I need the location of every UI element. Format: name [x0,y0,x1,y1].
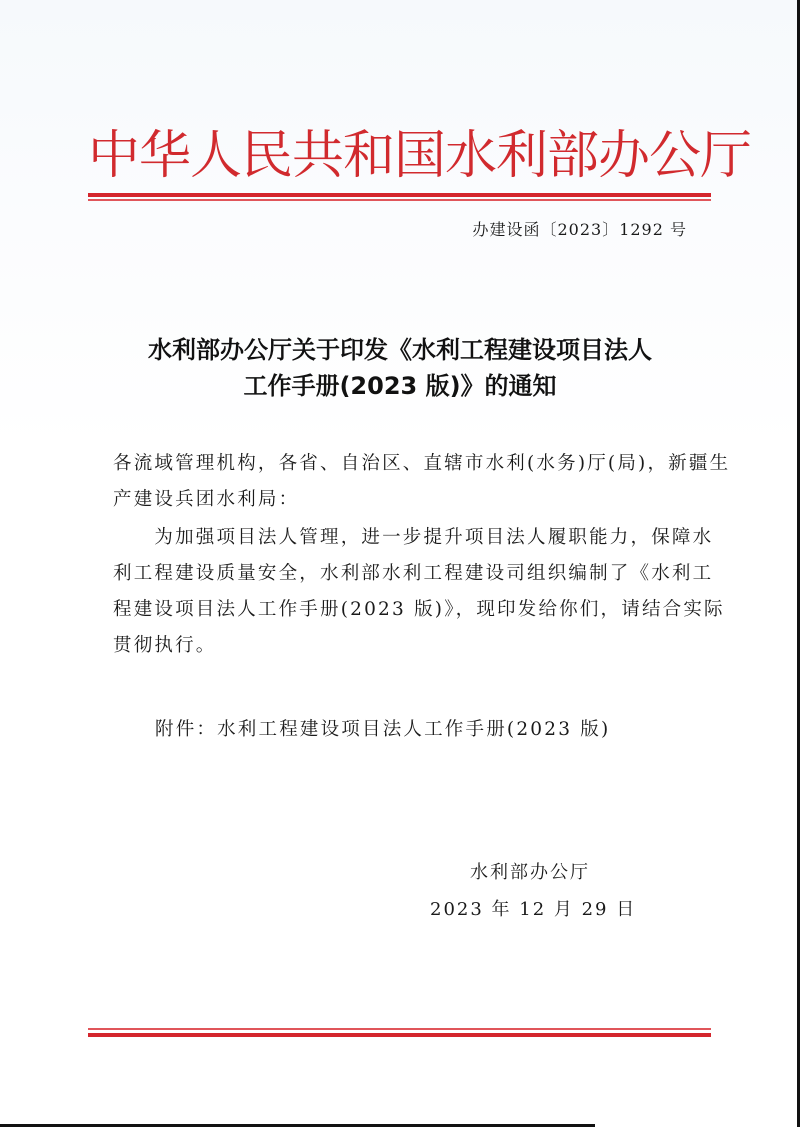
title-line-1: 水利部办公厅关于印发《水利工程建设项目法人 [148,336,652,364]
body-line: 程建设项目法人工作手册(2023 版)》，现印发给你们，请结合实际 [113,599,725,620]
signature-issuer: 水利部办公厅 [470,862,590,883]
signature-block [430,854,637,928]
document-number: 办建设函〔2023〕1292 号 [472,220,687,239]
addressee-line-1: 各流域管理机构，各省、自治区、直辖市水利(水务)厅(局)，新疆生 [113,453,731,474]
masthead-issuer: 中华人民共和国水利部办公厅 [88,126,752,186]
body-line: 贯彻执行。 [113,635,217,656]
attachment-note: 附件：水利工程建设项目法人工作手册(2023 版) [155,719,611,740]
body-line: 为加强项目法人管理，进一步提升项目法人履职能力，保障水 [113,527,714,548]
masthead-rule-thin [88,199,711,201]
title-line-2: 工作手册(2023 版)》的通知 [243,372,557,400]
footer-rule-thick [88,1033,711,1037]
body-line: 利工程建设质量安全，水利部水利工程建设司组织编制了《水利工 [113,563,714,584]
footer-rule-thin [88,1028,711,1030]
addressee [113,446,731,518]
signature-date: 2023 年 12 月 29 日 [430,899,637,920]
body-paragraph [113,520,725,664]
addressee-line-2: 产建设兵团水利局： [113,489,300,510]
masthead-rule-thick [88,193,711,197]
document-title [100,332,700,404]
